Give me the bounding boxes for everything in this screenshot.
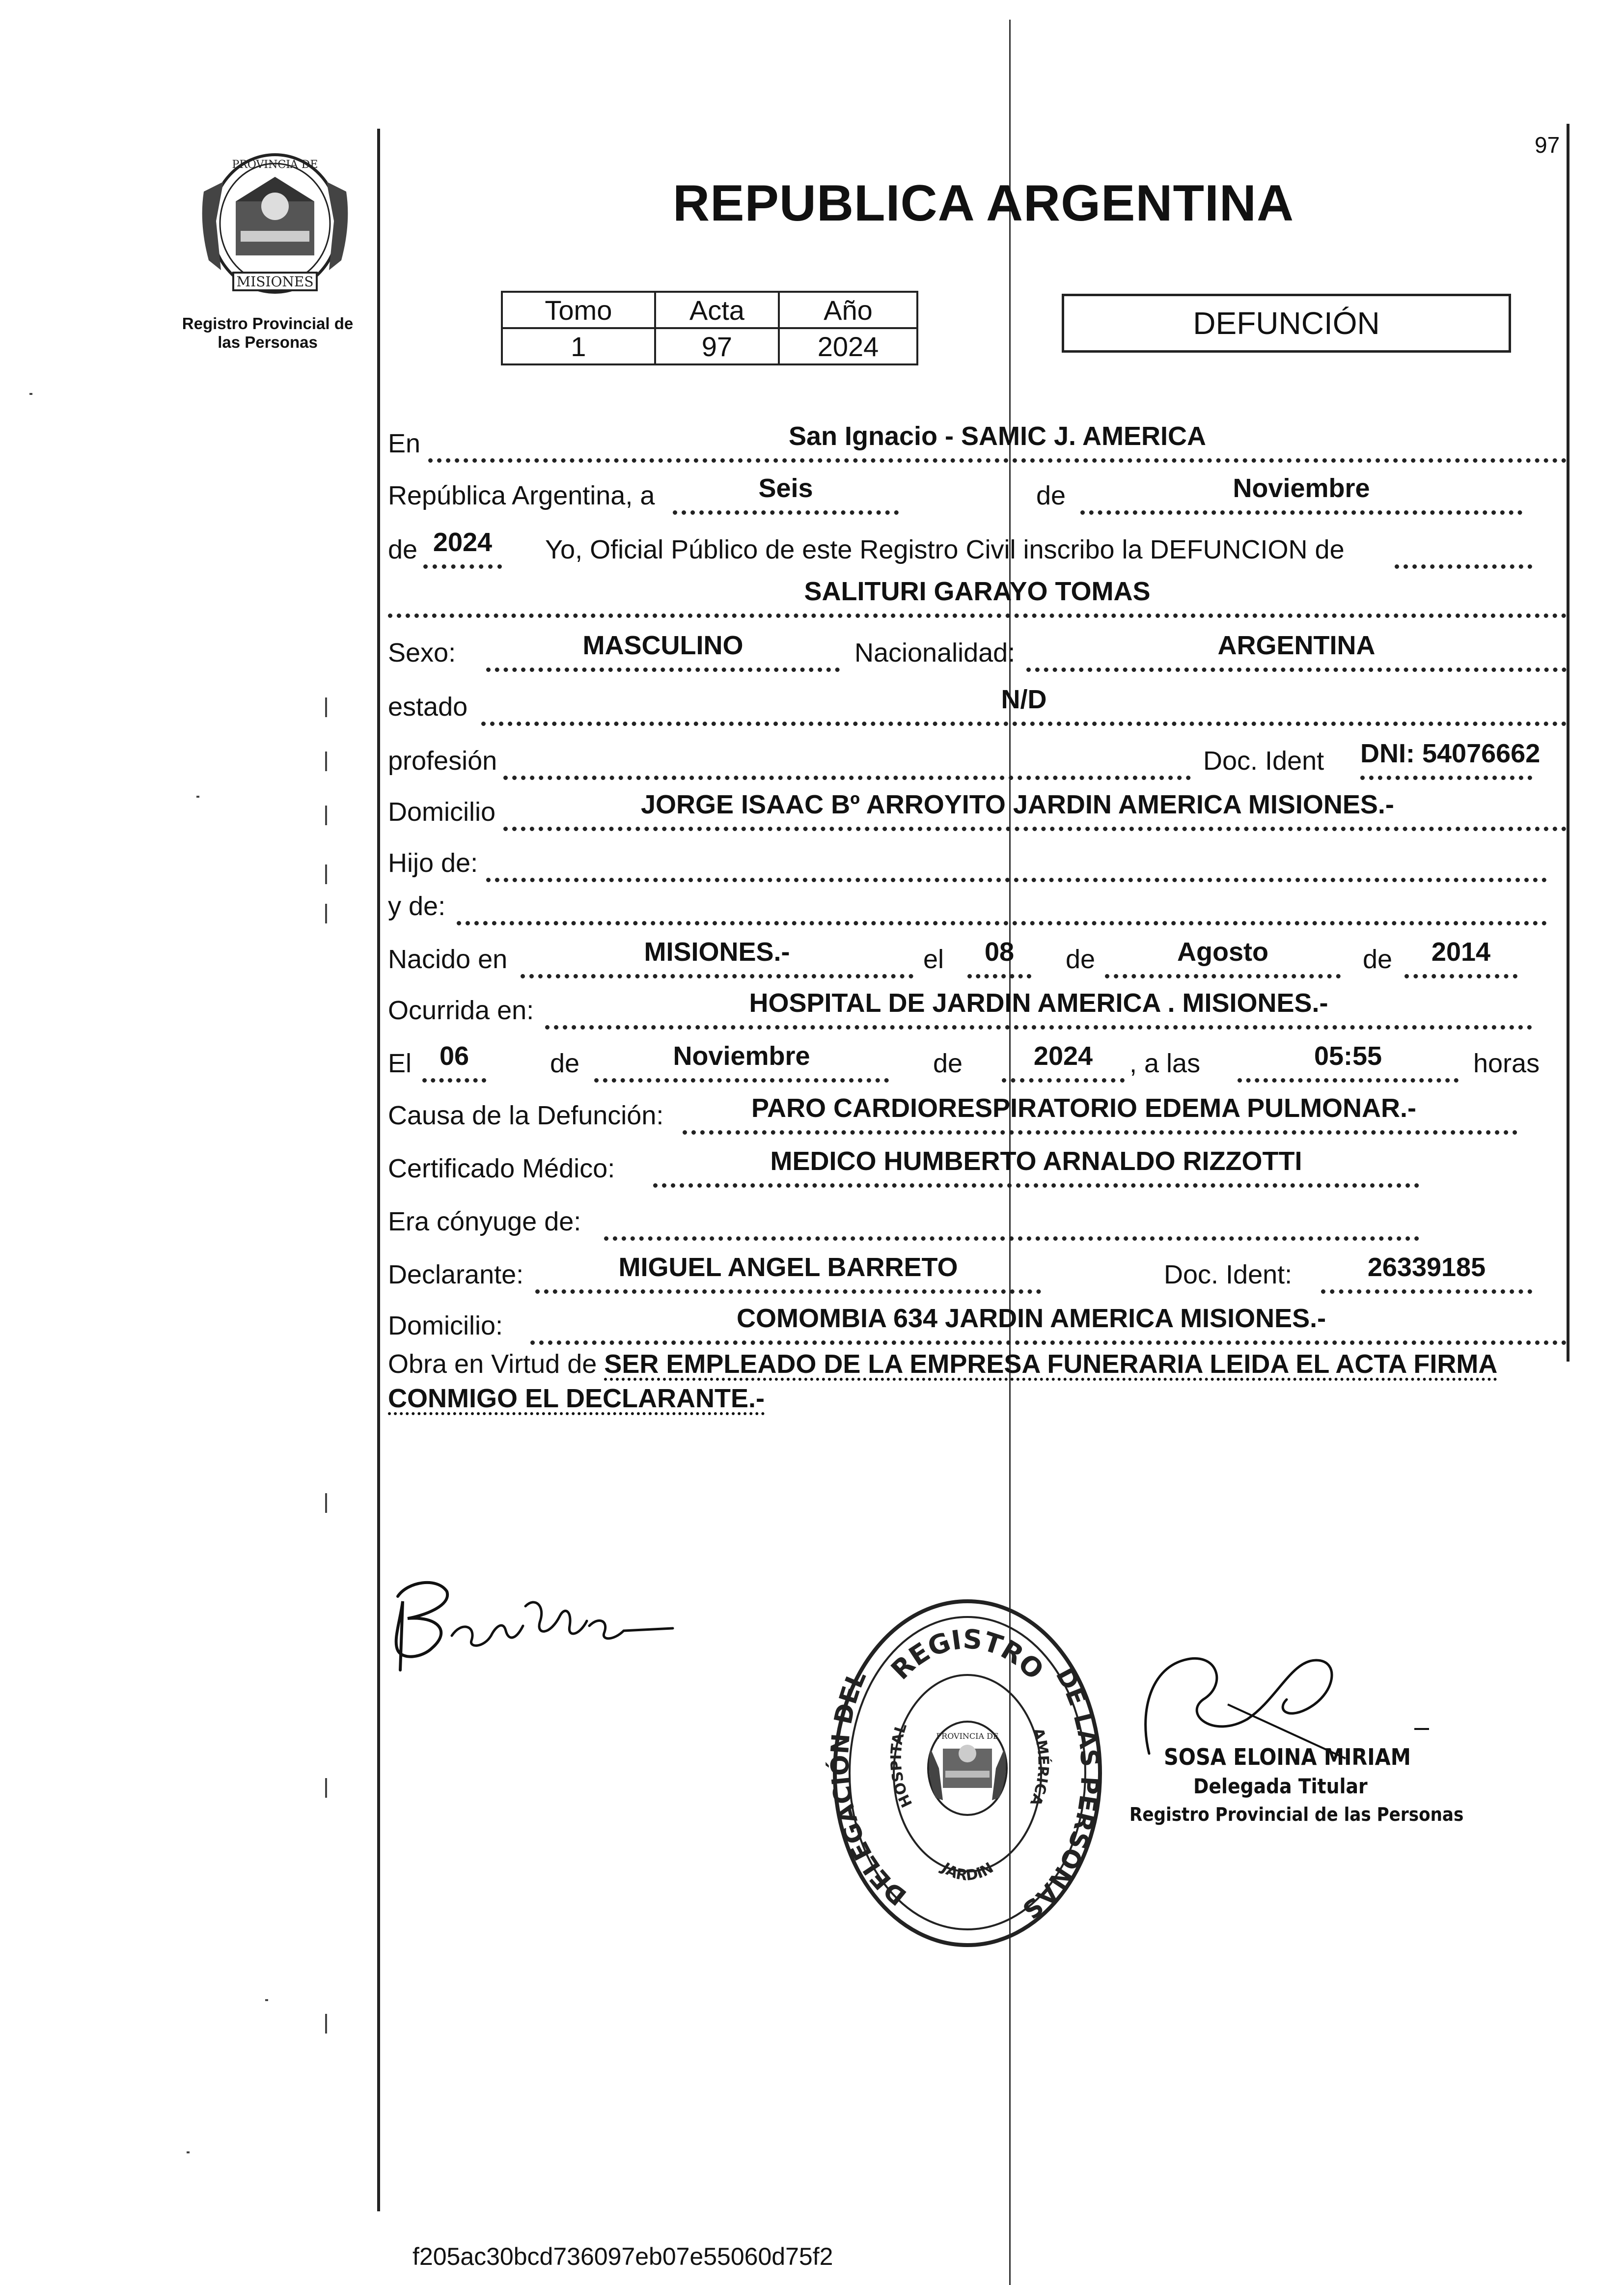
stamp-inner-left: HOSPITAL [887,1721,916,1811]
row-nacido [388,929,1567,978]
birth-year-field [1404,933,1517,978]
de-label-4: de [1363,945,1393,974]
stamp-outer-top: REGISTRO [885,1623,1050,1686]
row-republica [388,466,1567,515]
left-margin-line [377,129,380,2211]
yde-label: y de: [388,892,446,921]
declarante-field [535,1248,1041,1294]
certificado-value: MEDICO HUMBERTO ARNALDO RIZZOTTI [770,1146,1302,1176]
place-value: San Ignacio - SAMIC J. AMERICA [788,421,1207,451]
document-hash: f205ac30bcd736097eb07e55060d75f2 [413,2243,833,2270]
registry-header-anio: Año [779,292,917,328]
scan-speck [325,697,327,717]
birth-year-value: 2014 [1431,937,1491,967]
causa-label: Causa de la Defunción: [388,1101,664,1130]
registry-value-tomo: 1 [502,328,655,364]
nacionalidad-field [1026,626,1567,672]
estado-field [481,680,1567,726]
death-day-field [422,1037,486,1083]
el-label: el [923,945,944,974]
hijo-field [486,836,1547,882]
obra-value-line1: SER EMPLEADO DE LA EMPRESA FUNERARIA LEIDA EL ACTA FIRMA [604,1349,1498,1379]
estado-label: estado [388,692,468,722]
obra-label: Obra en Virtud de [388,1349,597,1379]
de-label-6: de [933,1049,963,1078]
registry-header-acta: Acta [655,292,779,328]
row-declarante [388,1245,1567,1294]
page-number: 97 [1535,132,1560,158]
death-time-field [1238,1037,1459,1083]
statement-trailing-field [1395,523,1532,569]
scan-speck [187,2151,190,2153]
de-label: de [1036,481,1066,510]
svg-text:HOSPITAL [888,1721,916,1810]
month-field [1080,469,1522,515]
registry-caption-line2: las Personas [218,333,318,351]
obra-line-1 [388,1347,1571,1381]
registry-value-acta: 97 [655,328,779,364]
de-label-3: de [1066,945,1096,974]
sexo-label: Sexo: [388,638,456,668]
official-stamp [825,1591,1110,1955]
el-label-2: El [388,1049,412,1078]
scan-speck [265,1999,268,2001]
stamp-outer-right: DE LAS PERSONAS [1017,1663,1104,1925]
death-year-value: 2024 [1033,1041,1093,1071]
ocurrida-en-value: HOSPITAL DE JARDIN AMERICA . MISIONES.- [749,988,1328,1018]
logo-top-text: PROVINCIA DE [232,159,318,171]
horas-label: horas [1473,1049,1540,1078]
deceased-name-value: SALITURI GARAYO TOMAS [804,577,1151,606]
registry-table [501,291,918,365]
scan-speck [325,904,327,923]
profesion-field [503,734,1191,780]
row-hijo [388,833,1567,882]
causa-value: PARO CARDIORESPIRATORIO EDEMA PULMONAR.- [751,1093,1417,1123]
row-domicilio [388,782,1567,831]
birth-month-field [1105,933,1341,978]
decl-doc-value: 26339185 [1367,1253,1486,1282]
doc-ident-field [1360,734,1541,780]
nacido-en-value: MISIONES.- [644,937,790,967]
death-month-value: Noviembre [673,1041,810,1071]
domicilio-value: JORGE ISAAC Bº ARROYITO JARDIN AMERICA MISIONES.- [641,790,1394,819]
statement-text: Yo, Oficial Público de este Registro Civil inscribo la DEFUNCION de [545,535,1345,564]
year-field [423,523,502,569]
domicilio-2-field [530,1299,1567,1345]
de-label-5: de [550,1049,580,1078]
scan-speck [29,393,32,395]
causa-field [683,1089,1517,1135]
row-statement [388,520,1567,569]
row-domicilio-2 [388,1296,1567,1345]
row-ocurrida [388,980,1567,1030]
row-conyuge [388,1192,1567,1241]
row-profesion [388,731,1567,780]
doc-ident-label: Doc. Ident [1203,746,1324,776]
day-words-value: Seis [758,474,813,503]
domicilio-label: Domicilio [388,797,496,827]
logo-bottom-text: MISIONES [236,274,314,290]
page-title: REPUBLICA ARGENTINA [673,175,1294,232]
scan-speck [325,2014,327,2034]
death-time-value: 05:55 [1314,1041,1382,1071]
stamp-outer-left: DELEGACIÓN DEL [825,1666,912,1911]
domicilio-2-value: COMOMBIA 634 JARDIN AMERICA MISIONES.- [737,1304,1326,1333]
estado-value: N/D [1001,685,1047,714]
scan-speck [325,864,327,884]
nacionalidad-label: Nacionalidad: [854,638,1016,668]
certificado-field [653,1142,1419,1188]
registry-caption [162,314,373,352]
row-yde [388,876,1567,925]
registry-value-anio: 2024 [779,328,917,364]
nacido-en-field [521,933,913,978]
domicilio-field [503,785,1567,831]
birth-day-field [967,933,1031,978]
hijo-label: Hijo de: [388,848,478,878]
right-margin-line [1567,124,1569,1362]
registry-header-tomo: Tomo [502,292,655,328]
domicilio-2-label: Domicilio: [388,1311,503,1340]
ocurrida-label: Ocurrida en: [388,996,534,1025]
year-value: 2024 [433,528,493,557]
birth-month-value: Agosto [1177,937,1268,967]
obra-block [388,1347,1571,1416]
sexo-value: MASCULINO [582,631,743,660]
obra-line-2 [388,1381,1571,1416]
alas-label: , a las [1129,1049,1201,1078]
declarante-value: MIGUEL ANGEL BARRETO [618,1253,958,1282]
scan-speck [325,752,327,771]
declarante-label: Declarante: [388,1260,524,1289]
month-value: Noviembre [1233,474,1370,503]
en-label: En [388,429,421,458]
decl-doc-field [1321,1248,1532,1294]
day-words-field [673,469,899,515]
row-estado [388,677,1567,726]
row-sexo [388,623,1567,672]
registry-table-header-row [502,292,917,328]
death-month-field [594,1037,889,1083]
doc-ident-value: DNI: 54076662 [1360,739,1541,768]
row-en [388,414,1567,463]
registry-table-value-row [502,328,917,364]
obra-value-line2: CONMIGO EL DECLARANTE.- [388,1384,765,1413]
row-deceased-name [388,569,1567,618]
place-field [428,417,1567,463]
conyuge-label: Era cónyuge de: [388,1207,581,1236]
official-org: Registro Provincial de las Personas [1129,1804,1464,1825]
row-certificado [388,1139,1567,1188]
svg-text:JARDIN [937,1859,996,1884]
yde-field [457,880,1547,925]
registry-caption-line1: Registro Provincial de [182,314,354,333]
document-type-box: DEFUNCIÓN [1062,294,1511,353]
row-death-datetime [388,1033,1567,1083]
scan-speck [325,1493,327,1513]
official-name: SOSA ELOINA MIRIAM [1164,1744,1411,1770]
scan-speck [325,806,327,825]
decl-doc-label: Doc. Ident: [1164,1260,1293,1289]
sexo-field [486,626,840,672]
death-day-value: 06 [439,1041,469,1071]
svg-text:AMÉRICA [1026,1726,1052,1809]
death-year-field [1002,1037,1125,1083]
stamp-inner-seal-text: PROVINCIA DE [936,1731,999,1741]
row-causa [388,1086,1567,1135]
conyuge-field [604,1195,1419,1241]
stamp-inner-right: AMÉRICA [1026,1726,1052,1809]
nacionalidad-value: ARGENTINA [1217,631,1376,660]
scan-speck [196,796,199,798]
certificado-label: Certificado Médico: [388,1154,615,1183]
nacido-label: Nacido en [388,945,508,974]
declarant-signature [378,1562,692,1680]
svg-text:REGISTRO [885,1623,1050,1686]
official-title: Delegada Titular [1193,1774,1368,1798]
deceased-name-field [388,572,1567,618]
ocurrida-en-field [545,984,1532,1030]
birth-day-value: 08 [984,937,1015,967]
profesion-label: profesión [388,746,497,776]
de-label-2: de [388,535,418,564]
stamp-inner-bottom: JARDIN [938,1859,997,1885]
republica-label: República Argentina, a [388,481,655,510]
province-seal-logo [194,147,356,300]
scan-speck [325,1778,327,1798]
